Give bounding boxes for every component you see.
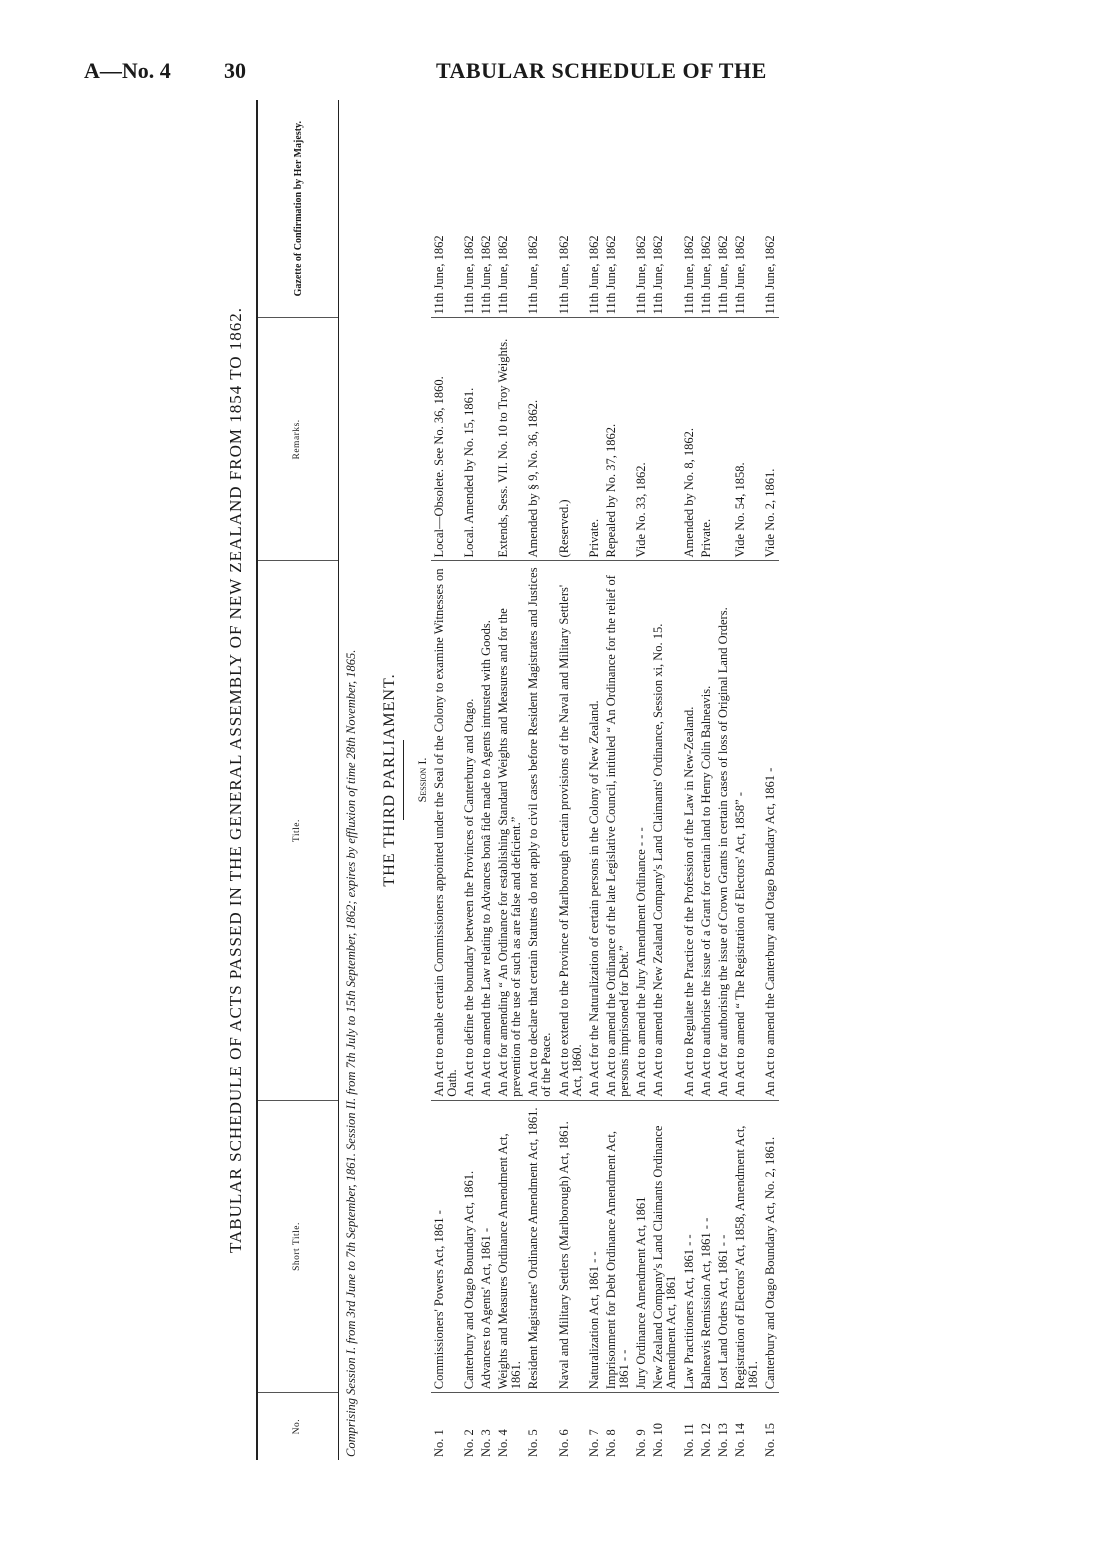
table-row [650,100,680,1460]
act-number: No. 6 [556,1429,571,1457]
act-number: No. 7 [586,1429,601,1457]
act-short-title: Imprisonment for Debt Ordinance Amendment Act, 1861 - - [603,1100,633,1392]
act-short-title: Law Practitioners Act, 1861 - - [681,1100,698,1392]
act-remarks [650,318,680,561]
act-remarks: Private. [586,318,603,561]
act-title: An Act to amend the Law relating to Advances bonâ fide made to Agents intrusted with Goods. [478,561,495,1100]
act-number: No. 11 [681,1423,696,1457]
act-confirmation: 11th June, 1862 [586,100,603,318]
act-confirmation: 11th June, 1862 [698,100,715,318]
act-title: An Act for the Naturalization of certain persons in the Colony of New Zealand. [586,561,603,1100]
act-remarks: Repealed by No. 37, 1862. [603,318,633,561]
table-header-row [257,100,339,1460]
act-confirmation: 11th June, 1862 [633,100,650,318]
act-short-title: Registration of Electors' Act, 1858, Amendment Act, 1861. [732,1100,762,1392]
act-confirmation: 11th June, 1862 [650,100,680,318]
table-row [715,100,732,1460]
act-number: No. 13 [715,1422,730,1457]
act-remarks: Vide No. 54, 1858. [732,318,762,561]
table-row [586,100,603,1460]
act-confirmation: 11th June, 1862 [603,100,633,318]
act-confirmation: 11th June, 1862 [478,100,495,318]
act-title: An Act to amend the Ordinance of the late Legislative Council, intituled “ An Ordinance for the relief of persons imprisoned for Debt.” [603,561,633,1100]
session-row [414,100,431,1460]
parliament-heading-cell [364,100,414,1460]
act-number: No. 14 [732,1422,747,1457]
act-title: An Act to amend “ The Registration of Electors' Act, 1858” - [732,561,762,1100]
act-title: An Act to authorise the issue of a Grant for certain land to Henry Colin Balneavis. [698,561,715,1100]
act-title: An Act for amending “ An Ordinance for establishing Standard Weights and Measures and for the prevention of the use of such as are false and deficient.” [495,561,525,1100]
act-short-title: Lost Land Orders Act, 1861 - - [715,1100,732,1392]
act-title: An Act to amend the New Zealand Company's Land Claimants' Ordinance, Session xi, No. 15. [650,561,680,1100]
heading-rule [403,740,404,820]
table-row [525,100,555,1460]
act-number: No. 12 [698,1422,713,1457]
act-confirmation: 11th June, 1862 [556,100,586,318]
act-short-title: Weights and Measures Ordinance Amendment Act, 1861. [495,1100,525,1392]
act-short-title: Canterbury and Otago Boundary Act, 1861. [461,1100,478,1392]
act-remarks: Vide No. 2, 1861. [762,318,779,561]
col-header-confirmation: Gazette of Confirmation by Her Majesty. [257,100,339,318]
col-header-short-title: Short Title. [257,1100,339,1392]
act-confirmation: 11th June, 1862 [495,100,525,318]
table-row [461,100,478,1460]
act-title: An Act for authorising the issue of Crown Grants in certain cases of loss of Original Land Orders. [715,561,732,1100]
act-remarks: Amended by § 9, No. 36, 1862. [525,318,555,561]
act-remarks: Amended by No. 8, 1862. [681,318,698,561]
act-confirmation: 11th June, 1862 [431,100,461,318]
act-short-title: Commissioners' Powers Act, 1861 - [431,1100,461,1392]
act-confirmation: 11th June, 1862 [525,100,555,318]
page-number: 30 [224,58,246,83]
table-row [556,100,586,1460]
act-short-title: Naturalization Act, 1861 - - [586,1100,603,1392]
act-remarks [715,318,732,561]
acts-table [256,100,779,1460]
act-remarks: Extends, Sess. VII. No. 10 to Troy Weights. [495,318,525,561]
act-remarks [478,318,495,561]
table-row [495,100,525,1460]
table-row [681,100,698,1460]
act-title: An Act to define the boundary between the Provinces of Canterbury and Otago. [461,561,478,1100]
act-confirmation: 11th June, 1862 [681,100,698,318]
act-confirmation: 11th June, 1862 [715,100,732,318]
running-head: TABULAR SCHEDULE OF THE [436,58,767,83]
act-confirmation: 11th June, 1862 [461,100,478,318]
act-confirmation: 11th June, 1862 [762,100,779,318]
act-title: An Act to amend the Canterbury and Otago Boundary Act, 1861 - [762,561,779,1100]
act-remarks: Vide No. 33, 1862. [633,318,650,561]
table-row [698,100,715,1460]
table-row [431,100,461,1460]
col-header-remarks: Remarks. [257,318,339,561]
act-remarks: Local—Obsolete. See No. 36, 1860. [431,318,461,561]
page-reference: A—No. 4 [84,58,171,83]
act-number: No. 8 [603,1429,618,1457]
table-row [633,100,650,1460]
comprising-text: Comprising Session I. from 3rd June to 7th September, 1861. Session II. from 7th July to 15th September, 1862; expires by effluxion of time 28th November, 1865. [344,649,358,1457]
act-remarks: (Reserved.) [556,318,586,561]
act-number: No. 5 [526,1429,541,1457]
act-number: No. 10 [651,1422,666,1457]
act-title: An Act to Regulate the Practice of the Profession of the Law in New-Zealand. [681,561,698,1100]
act-short-title: Canterbury and Otago Boundary Act, No. 2, 1861. [762,1100,779,1392]
act-short-title: Jury Ordinance Amendment Act, 1861 [633,1100,650,1392]
table-row [732,100,762,1460]
act-short-title: Resident Magistrates' Ordinance Amendment Act, 1861. [525,1100,555,1392]
table-row [603,100,633,1460]
act-short-title: Advances to Agents' Act, 1861 - [478,1100,495,1392]
act-title: An Act to declare that certain Statutes do not apply to civil cases before Resident Magistrates and Justices of the Peace. [525,561,555,1100]
table-row [762,100,779,1460]
col-header-title: Title. [257,561,339,1100]
act-number: No. 1 [431,1429,446,1457]
schedule-title: TABULAR SCHEDULE OF ACTS PASSED IN THE GENERAL ASSEMBLY OF NEW ZEALAND FROM 1854 TO 1862. [226,306,245,1254]
parliament-heading: THE THIRD PARLIAMENT. [381,673,399,887]
act-number: No. 4 [496,1429,511,1457]
session-heading: Session I. [414,757,429,803]
act-remarks: Local. Amended by No. 15, 1861. [461,318,478,561]
act-title: An Act to enable certain Commissioners appointed under the Seal of the Colony to examine Witnesses on Oath. [431,561,461,1100]
act-number: No. 3 [478,1429,493,1457]
col-header-no: No. [257,1393,339,1460]
act-confirmation: 11th June, 1862 [732,100,762,318]
rotated-schedule [226,100,1006,1460]
act-short-title: New Zealand Company's Land Claimants Ordinance Amendment Act, 1861 [650,1100,680,1392]
act-short-title: Balneavis Remission Act, 1861 - - [698,1100,715,1392]
act-number: No. 2 [461,1429,476,1457]
parliament-row [364,100,414,1460]
act-number: No. 9 [634,1429,649,1457]
comprising-row [339,100,365,1460]
act-title: An Act to amend the Jury Amendment Ordinance - - - [633,561,650,1100]
act-short-title: Naval and Military Settlers (Marlborough) Act, 1861. [556,1100,586,1392]
act-number: No. 15 [763,1422,778,1457]
act-remarks: Private. [698,318,715,561]
table-row [478,100,495,1460]
act-title: An Act to extend to the Province of Marlborough certain provisions of the Naval and Military Settlers' Act, 1860. [556,561,586,1100]
